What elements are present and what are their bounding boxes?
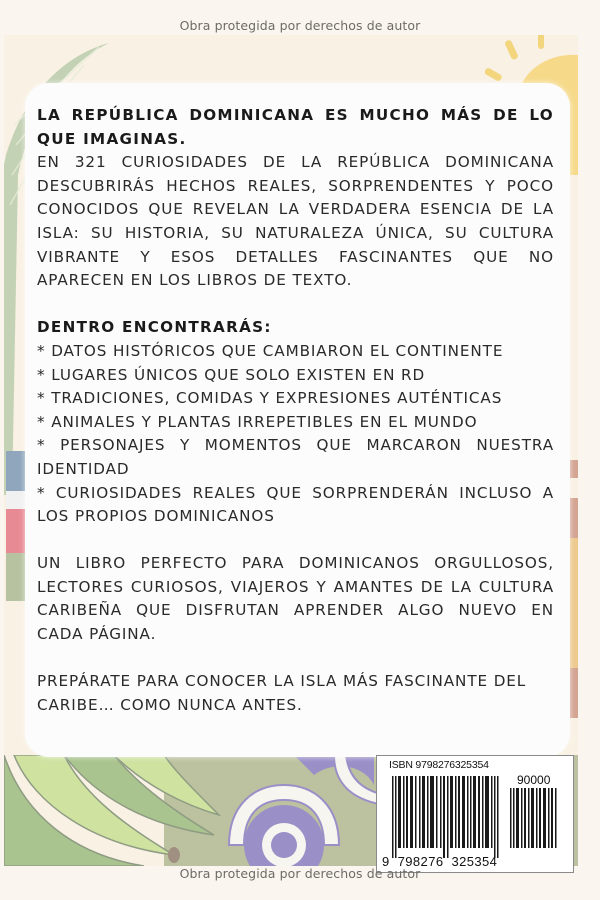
isbn-label: ISBN 9798276325354 [389, 759, 489, 771]
digits-prefix: 9 [382, 854, 390, 869]
book-back-cover [4, 35, 578, 866]
price-code: 90000 [517, 773, 551, 787]
bullet-item: * CURIOSIDADES REALES QUE SORPRENDERÁN INCLUSO A LOS PROPIOS DOMINICANOS [37, 483, 554, 526]
headline: LA REPÚBLICA DOMINICANA ES MUCHO MÁS DE LO QUE IMAGINAS. [37, 106, 554, 148]
wheel-icon [224, 755, 384, 866]
bullet-item: * DATOS HISTÓRICOS QUE CAMBIARON EL CONTINENTE [37, 341, 504, 360]
addon-barcode-bars-icon [510, 788, 560, 848]
plantain-bananas-icon [4, 755, 234, 866]
description-card [25, 83, 570, 757]
intro-paragraph: EN 321 CURIOSIDADES DE LA REPÚBLICA DOMINICANA DESCUBRIRÁS HECHOS REALES, SORPRENDENTES Y POCO CONOCIDOS QUE REVELAN LA VERDADERA ESENCIA DE LA ISLA: SU HISTORIA, SU NATURALEZA ÚNICA, SU CULTURA VIBRANTE Y ESOS DETALLES FASCINANTES QUE NO APARECEN EN LOS LIBROS DE TEXTO. [37, 153, 554, 290]
dominican-flag-icon [6, 451, 26, 601]
bullet-item: * TRADICIONES, COMIDAS Y EXPRESIONES AUTÉNTICAS [37, 389, 503, 408]
barcode-bars-icon [392, 776, 502, 858]
copyright-watermark-bottom: Obra protegida por derechos de autor [179, 866, 421, 881]
bullet-item: * PERSONAJES Y MOMENTOS QUE MARCARON NUESTRA IDENTIDAD [37, 436, 554, 478]
decorative-stripe [570, 460, 578, 720]
bullet-item: * LUGARES ÚNICOS QUE SOLO EXISTEN EN RD [37, 365, 426, 384]
inside-heading: DENTRO ENCONTRARÁS: [37, 318, 272, 337]
audience-paragraph: UN LIBRO PERFECTO PARA DOMINICANOS ORGULLOSOS, LECTORES CURIOSOS, VIAJEROS Y AMANTES DE LA CULTURA CARIBEÑA QUE DISFRUTAN APRENDER ALGO NUEVO EN CADA PÁGINA. [37, 554, 554, 644]
bullet-item: * ANIMALES Y PLANTAS IRREPETIBLES EN EL MUNDO [37, 412, 478, 431]
digits-group-2: 325354 [451, 854, 498, 869]
digits-group-1: 798276 [397, 854, 444, 869]
isbn-barcode [376, 755, 574, 873]
copyright-watermark-top: Obra protegida por derechos de autor [179, 18, 421, 33]
closing-paragraph: PREPÁRATE PARA CONOCER LA ISLA MÁS FASCINANTE DEL CARIBE… COMO NUNCA ANTES. [37, 672, 527, 714]
